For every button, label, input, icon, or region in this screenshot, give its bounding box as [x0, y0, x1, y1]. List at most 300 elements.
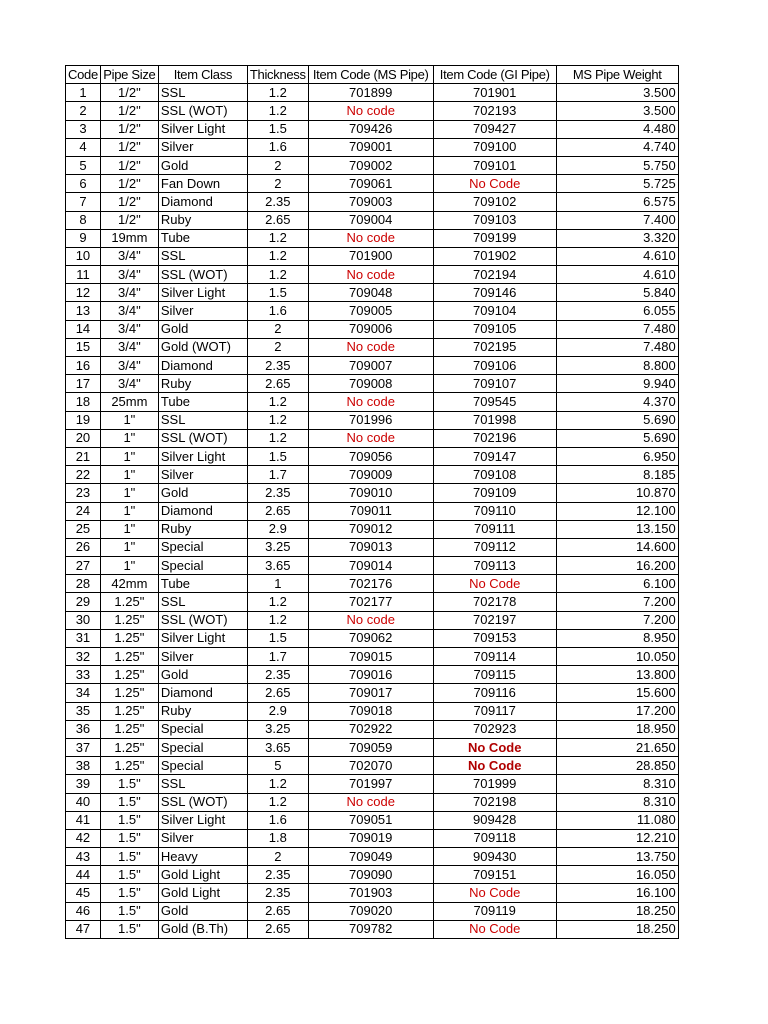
cell-code: 31	[66, 629, 101, 647]
cell-gi-item-code: 709109	[433, 484, 556, 502]
cell-gi-item-code: 709545	[433, 393, 556, 411]
cell-gi-item-code: 702196	[433, 429, 556, 447]
cell-ms-item-code: 702922	[308, 720, 433, 738]
table-row	[66, 702, 679, 720]
cell-ms-weight: 3.320	[556, 229, 678, 247]
cell-thickness: 2	[247, 320, 308, 338]
cell-code: 37	[66, 738, 101, 756]
cell-pipe-size: 3/4"	[100, 338, 158, 356]
cell-ms-weight: 13.750	[556, 848, 678, 866]
cell-code: 41	[66, 811, 101, 829]
cell-item-class: Special	[158, 538, 247, 556]
cell-ms-weight: 28.850	[556, 757, 678, 775]
cell-item-class: Special	[158, 738, 247, 756]
cell-item-class: Diamond	[158, 502, 247, 520]
cell-ms-item-code: 709061	[308, 175, 433, 193]
cell-gi-item-code: 709101	[433, 156, 556, 174]
cell-thickness: 1.5	[247, 284, 308, 302]
table-row	[66, 538, 679, 556]
cell-ms-weight: 16.050	[556, 866, 678, 884]
cell-pipe-size: 1"	[100, 538, 158, 556]
cell-thickness: 2.35	[247, 866, 308, 884]
cell-pipe-size: 1.5"	[100, 920, 158, 938]
table-row	[66, 848, 679, 866]
cell-ms-item-code: 709051	[308, 811, 433, 829]
cell-pipe-size: 1"	[100, 502, 158, 520]
cell-ms-weight: 10.050	[556, 648, 678, 666]
cell-code: 40	[66, 793, 101, 811]
cell-ms-item-code: 709056	[308, 447, 433, 465]
cell-ms-item-code: No code	[308, 611, 433, 629]
cell-pipe-size: 1.5"	[100, 848, 158, 866]
cell-ms-weight: 5.725	[556, 175, 678, 193]
cell-gi-item-code: 701902	[433, 247, 556, 265]
cell-ms-item-code: 709049	[308, 848, 433, 866]
cell-item-class: Ruby	[158, 375, 247, 393]
cell-code: 13	[66, 302, 101, 320]
cell-code: 11	[66, 266, 101, 284]
cell-gi-item-code: No Code	[433, 757, 556, 775]
cell-ms-item-code: 701996	[308, 411, 433, 429]
table-row	[66, 193, 679, 211]
cell-ms-item-code: 709005	[308, 302, 433, 320]
table-row	[66, 229, 679, 247]
cell-gi-item-code: No Code	[433, 575, 556, 593]
cell-item-class: SSL	[158, 593, 247, 611]
cell-code: 3	[66, 120, 101, 138]
cell-item-class: Gold	[158, 666, 247, 684]
cell-thickness: 2.65	[247, 684, 308, 702]
cell-code: 35	[66, 702, 101, 720]
cell-ms-weight: 3.500	[556, 84, 678, 102]
cell-ms-item-code: 709059	[308, 738, 433, 756]
table-row	[66, 266, 679, 284]
cell-item-class: Special	[158, 557, 247, 575]
cell-item-class: Diamond	[158, 684, 247, 702]
cell-ms-weight: 4.740	[556, 138, 678, 156]
cell-item-class: Silver Light	[158, 120, 247, 138]
cell-item-class: Diamond	[158, 193, 247, 211]
cell-code: 26	[66, 538, 101, 556]
cell-ms-weight: 18.250	[556, 902, 678, 920]
cell-ms-item-code: No code	[308, 793, 433, 811]
cell-pipe-size: 1.25"	[100, 757, 158, 775]
cell-item-class: SSL (WOT)	[158, 102, 247, 120]
cell-thickness: 2.35	[247, 193, 308, 211]
cell-ms-item-code: 709010	[308, 484, 433, 502]
header-code: Code	[66, 66, 101, 84]
cell-gi-item-code: 709114	[433, 648, 556, 666]
cell-thickness: 1.2	[247, 775, 308, 793]
cell-code: 30	[66, 611, 101, 629]
cell-item-class: Special	[158, 720, 247, 738]
table-row	[66, 102, 679, 120]
cell-code: 20	[66, 429, 101, 447]
table-row	[66, 320, 679, 338]
cell-ms-weight: 16.200	[556, 557, 678, 575]
table-row	[66, 338, 679, 356]
cell-ms-item-code: 709016	[308, 666, 433, 684]
cell-code: 4	[66, 138, 101, 156]
cell-gi-item-code: 709105	[433, 320, 556, 338]
cell-thickness: 2.65	[247, 502, 308, 520]
cell-ms-item-code: 709017	[308, 684, 433, 702]
cell-code: 38	[66, 757, 101, 775]
cell-item-class: Gold (B.Th)	[158, 920, 247, 938]
table-row	[66, 629, 679, 647]
cell-ms-item-code: No code	[308, 393, 433, 411]
cell-code: 10	[66, 247, 101, 265]
cell-code: 34	[66, 684, 101, 702]
cell-code: 42	[66, 829, 101, 847]
cell-ms-weight: 18.950	[556, 720, 678, 738]
cell-item-class: SSL	[158, 775, 247, 793]
cell-ms-item-code: 709012	[308, 520, 433, 538]
cell-thickness: 1.5	[247, 120, 308, 138]
cell-gi-item-code: 709427	[433, 120, 556, 138]
table-row	[66, 575, 679, 593]
cell-thickness: 1.2	[247, 266, 308, 284]
cell-pipe-size: 3/4"	[100, 357, 158, 375]
cell-item-class: Gold Light	[158, 884, 247, 902]
cell-item-class: Silver Light	[158, 811, 247, 829]
cell-ms-item-code: 709001	[308, 138, 433, 156]
cell-gi-item-code: 702195	[433, 338, 556, 356]
table-row	[66, 884, 679, 902]
cell-code: 24	[66, 502, 101, 520]
cell-ms-item-code: 701997	[308, 775, 433, 793]
cell-code: 6	[66, 175, 101, 193]
cell-item-class: Silver	[158, 466, 247, 484]
cell-thickness: 1	[247, 575, 308, 593]
cell-ms-weight: 6.950	[556, 447, 678, 465]
cell-ms-item-code: 709008	[308, 375, 433, 393]
cell-pipe-size: 1/2"	[100, 84, 158, 102]
cell-item-class: Gold	[158, 320, 247, 338]
cell-pipe-size: 3/4"	[100, 375, 158, 393]
cell-gi-item-code: 709147	[433, 447, 556, 465]
cell-thickness: 2	[247, 848, 308, 866]
cell-gi-item-code: 709100	[433, 138, 556, 156]
cell-ms-weight: 11.080	[556, 811, 678, 829]
cell-ms-weight: 7.200	[556, 593, 678, 611]
cell-gi-item-code: 702198	[433, 793, 556, 811]
cell-gi-item-code: 909430	[433, 848, 556, 866]
cell-pipe-size: 1/2"	[100, 138, 158, 156]
cell-thickness: 1.2	[247, 611, 308, 629]
cell-code: 25	[66, 520, 101, 538]
header-thickness: Thickness	[247, 66, 308, 84]
cell-ms-weight: 12.100	[556, 502, 678, 520]
cell-gi-item-code: 701901	[433, 84, 556, 102]
cell-ms-item-code: 702177	[308, 593, 433, 611]
cell-thickness: 2.9	[247, 520, 308, 538]
table-row	[66, 484, 679, 502]
cell-pipe-size: 1"	[100, 557, 158, 575]
cell-gi-item-code: 701999	[433, 775, 556, 793]
cell-ms-item-code: 709019	[308, 829, 433, 847]
table-row	[66, 866, 679, 884]
cell-thickness: 1.2	[247, 247, 308, 265]
cell-ms-weight: 6.100	[556, 575, 678, 593]
cell-ms-weight: 5.840	[556, 284, 678, 302]
cell-ms-weight: 12.210	[556, 829, 678, 847]
cell-thickness: 1.2	[247, 593, 308, 611]
cell-pipe-size: 1.25"	[100, 629, 158, 647]
cell-ms-weight: 4.370	[556, 393, 678, 411]
cell-pipe-size: 1/2"	[100, 156, 158, 174]
cell-ms-weight: 6.055	[556, 302, 678, 320]
cell-gi-item-code: 709199	[433, 229, 556, 247]
table-row	[66, 611, 679, 629]
cell-code: 43	[66, 848, 101, 866]
cell-pipe-size: 3/4"	[100, 284, 158, 302]
cell-thickness: 1.6	[247, 302, 308, 320]
cell-ms-weight: 8.950	[556, 629, 678, 647]
cell-item-class: Tube	[158, 229, 247, 247]
cell-ms-item-code: 709015	[308, 648, 433, 666]
cell-ms-item-code: 709006	[308, 320, 433, 338]
table-row	[66, 902, 679, 920]
cell-item-class: Silver	[158, 302, 247, 320]
cell-thickness: 5	[247, 757, 308, 775]
cell-item-class: Fan Down	[158, 175, 247, 193]
cell-ms-item-code: 709090	[308, 866, 433, 884]
cell-item-class: Gold (WOT)	[158, 338, 247, 356]
cell-code: 18	[66, 393, 101, 411]
cell-ms-item-code: 709020	[308, 902, 433, 920]
cell-ms-weight: 13.150	[556, 520, 678, 538]
cell-pipe-size: 1.25"	[100, 702, 158, 720]
cell-gi-item-code: 702194	[433, 266, 556, 284]
cell-ms-item-code: 701903	[308, 884, 433, 902]
cell-thickness: 1.2	[247, 793, 308, 811]
cell-pipe-size: 1"	[100, 520, 158, 538]
cell-code: 1	[66, 84, 101, 102]
cell-ms-item-code: 709003	[308, 193, 433, 211]
cell-item-class: SSL (WOT)	[158, 266, 247, 284]
cell-ms-weight: 8.310	[556, 775, 678, 793]
table-row	[66, 429, 679, 447]
cell-code: 45	[66, 884, 101, 902]
cell-pipe-size: 1.5"	[100, 811, 158, 829]
cell-code: 33	[66, 666, 101, 684]
cell-thickness: 2.65	[247, 375, 308, 393]
cell-code: 44	[66, 866, 101, 884]
table-row	[66, 811, 679, 829]
cell-item-class: SSL (WOT)	[158, 793, 247, 811]
cell-pipe-size: 1.25"	[100, 611, 158, 629]
cell-item-class: Silver Light	[158, 629, 247, 647]
cell-pipe-size: 1.5"	[100, 775, 158, 793]
cell-code: 27	[66, 557, 101, 575]
cell-thickness: 3.25	[247, 720, 308, 738]
table-row	[66, 593, 679, 611]
cell-pipe-size: 1.25"	[100, 720, 158, 738]
table-row	[66, 829, 679, 847]
cell-ms-weight: 6.575	[556, 193, 678, 211]
cell-thickness: 3.65	[247, 738, 308, 756]
cell-code: 28	[66, 575, 101, 593]
cell-ms-weight: 8.185	[556, 466, 678, 484]
cell-thickness: 2.35	[247, 357, 308, 375]
cell-gi-item-code: 909428	[433, 811, 556, 829]
table-row	[66, 211, 679, 229]
cell-ms-item-code: 709062	[308, 629, 433, 647]
table-row	[66, 775, 679, 793]
cell-gi-item-code: No Code	[433, 175, 556, 193]
cell-ms-item-code: 709007	[308, 357, 433, 375]
cell-thickness: 1.2	[247, 102, 308, 120]
cell-ms-weight: 7.480	[556, 320, 678, 338]
cell-thickness: 2	[247, 338, 308, 356]
cell-pipe-size: 1.25"	[100, 666, 158, 684]
cell-ms-item-code: No code	[308, 338, 433, 356]
cell-pipe-size: 1/2"	[100, 120, 158, 138]
cell-item-class: Diamond	[158, 357, 247, 375]
cell-code: 23	[66, 484, 101, 502]
table-row	[66, 393, 679, 411]
cell-gi-item-code: 709118	[433, 829, 556, 847]
cell-thickness: 1.5	[247, 447, 308, 465]
cell-ms-weight: 9.940	[556, 375, 678, 393]
cell-ms-item-code: 709782	[308, 920, 433, 938]
cell-thickness: 1.2	[247, 229, 308, 247]
table-row	[66, 375, 679, 393]
cell-item-class: Silver	[158, 138, 247, 156]
cell-gi-item-code: 709119	[433, 902, 556, 920]
cell-gi-item-code: No Code	[433, 738, 556, 756]
cell-ms-weight: 15.600	[556, 684, 678, 702]
cell-gi-item-code: No Code	[433, 884, 556, 902]
cell-code: 5	[66, 156, 101, 174]
cell-gi-item-code: 709111	[433, 520, 556, 538]
cell-ms-item-code: 709002	[308, 156, 433, 174]
header-item-class: Item Class	[158, 66, 247, 84]
cell-ms-item-code: No code	[308, 102, 433, 120]
cell-gi-item-code: 709115	[433, 666, 556, 684]
table-row	[66, 502, 679, 520]
cell-item-class: SSL	[158, 411, 247, 429]
cell-pipe-size: 1.25"	[100, 593, 158, 611]
table-row	[66, 84, 679, 102]
table-row	[66, 648, 679, 666]
cell-ms-weight: 3.500	[556, 102, 678, 120]
cell-code: 15	[66, 338, 101, 356]
cell-pipe-size: 1.5"	[100, 902, 158, 920]
table-row	[66, 720, 679, 738]
cell-thickness: 1.2	[247, 429, 308, 447]
cell-ms-item-code: No code	[308, 229, 433, 247]
table-row	[66, 247, 679, 265]
cell-ms-weight: 8.310	[556, 793, 678, 811]
cell-pipe-size: 1/2"	[100, 211, 158, 229]
cell-gi-item-code: 702193	[433, 102, 556, 120]
cell-code: 22	[66, 466, 101, 484]
cell-pipe-size: 1/2"	[100, 102, 158, 120]
cell-code: 17	[66, 375, 101, 393]
cell-gi-item-code: 709146	[433, 284, 556, 302]
cell-code: 9	[66, 229, 101, 247]
cell-item-class: Tube	[158, 575, 247, 593]
table-row	[66, 302, 679, 320]
cell-code: 47	[66, 920, 101, 938]
cell-pipe-size: 1.5"	[100, 829, 158, 847]
cell-thickness: 1.7	[247, 466, 308, 484]
cell-pipe-size: 1"	[100, 466, 158, 484]
header-pipe-size: Pipe Size	[100, 66, 158, 84]
cell-gi-item-code: 709112	[433, 538, 556, 556]
cell-item-class: Gold	[158, 484, 247, 502]
cell-code: 2	[66, 102, 101, 120]
table-row	[66, 447, 679, 465]
cell-thickness: 2.65	[247, 902, 308, 920]
cell-item-class: SSL (WOT)	[158, 429, 247, 447]
cell-ms-item-code: 709426	[308, 120, 433, 138]
cell-pipe-size: 1"	[100, 411, 158, 429]
table-row	[66, 666, 679, 684]
cell-ms-item-code: No code	[308, 429, 433, 447]
cell-ms-item-code: 709009	[308, 466, 433, 484]
cell-ms-item-code: 702070	[308, 757, 433, 775]
cell-thickness: 2.35	[247, 484, 308, 502]
cell-gi-item-code: 709108	[433, 466, 556, 484]
cell-code: 8	[66, 211, 101, 229]
header-ms-item-code: Item Code (MS Pipe)	[308, 66, 433, 84]
cell-ms-item-code: No code	[308, 266, 433, 284]
cell-gi-item-code: 709107	[433, 375, 556, 393]
cell-thickness: 2.35	[247, 884, 308, 902]
cell-pipe-size: 3/4"	[100, 247, 158, 265]
cell-thickness: 1.7	[247, 648, 308, 666]
cell-thickness: 1.2	[247, 84, 308, 102]
cell-ms-item-code: 701900	[308, 247, 433, 265]
cell-gi-item-code: 701998	[433, 411, 556, 429]
cell-ms-weight: 7.200	[556, 611, 678, 629]
cell-item-class: Silver Light	[158, 284, 247, 302]
cell-thickness: 2.9	[247, 702, 308, 720]
cell-pipe-size: 1"	[100, 447, 158, 465]
cell-thickness: 2.65	[247, 920, 308, 938]
cell-gi-item-code: 709110	[433, 502, 556, 520]
table-row	[66, 284, 679, 302]
cell-pipe-size: 1"	[100, 484, 158, 502]
cell-pipe-size: 3/4"	[100, 320, 158, 338]
cell-ms-weight: 4.610	[556, 247, 678, 265]
cell-gi-item-code: 709151	[433, 866, 556, 884]
cell-gi-item-code: 702178	[433, 593, 556, 611]
cell-ms-item-code: 709014	[308, 557, 433, 575]
cell-item-class: Heavy	[158, 848, 247, 866]
cell-gi-item-code: 702923	[433, 720, 556, 738]
cell-ms-weight: 5.750	[556, 156, 678, 174]
cell-item-class: Silver	[158, 829, 247, 847]
cell-code: 16	[66, 357, 101, 375]
table-row	[66, 738, 679, 756]
table-row	[66, 120, 679, 138]
cell-thickness: 1.2	[247, 393, 308, 411]
cell-item-class: Ruby	[158, 702, 247, 720]
table-row	[66, 357, 679, 375]
cell-gi-item-code: 709116	[433, 684, 556, 702]
cell-thickness: 1.2	[247, 411, 308, 429]
cell-ms-item-code: 709048	[308, 284, 433, 302]
cell-ms-weight: 10.870	[556, 484, 678, 502]
cell-ms-weight: 4.610	[556, 266, 678, 284]
cell-gi-item-code: 709102	[433, 193, 556, 211]
cell-item-class: Special	[158, 757, 247, 775]
cell-code: 7	[66, 193, 101, 211]
